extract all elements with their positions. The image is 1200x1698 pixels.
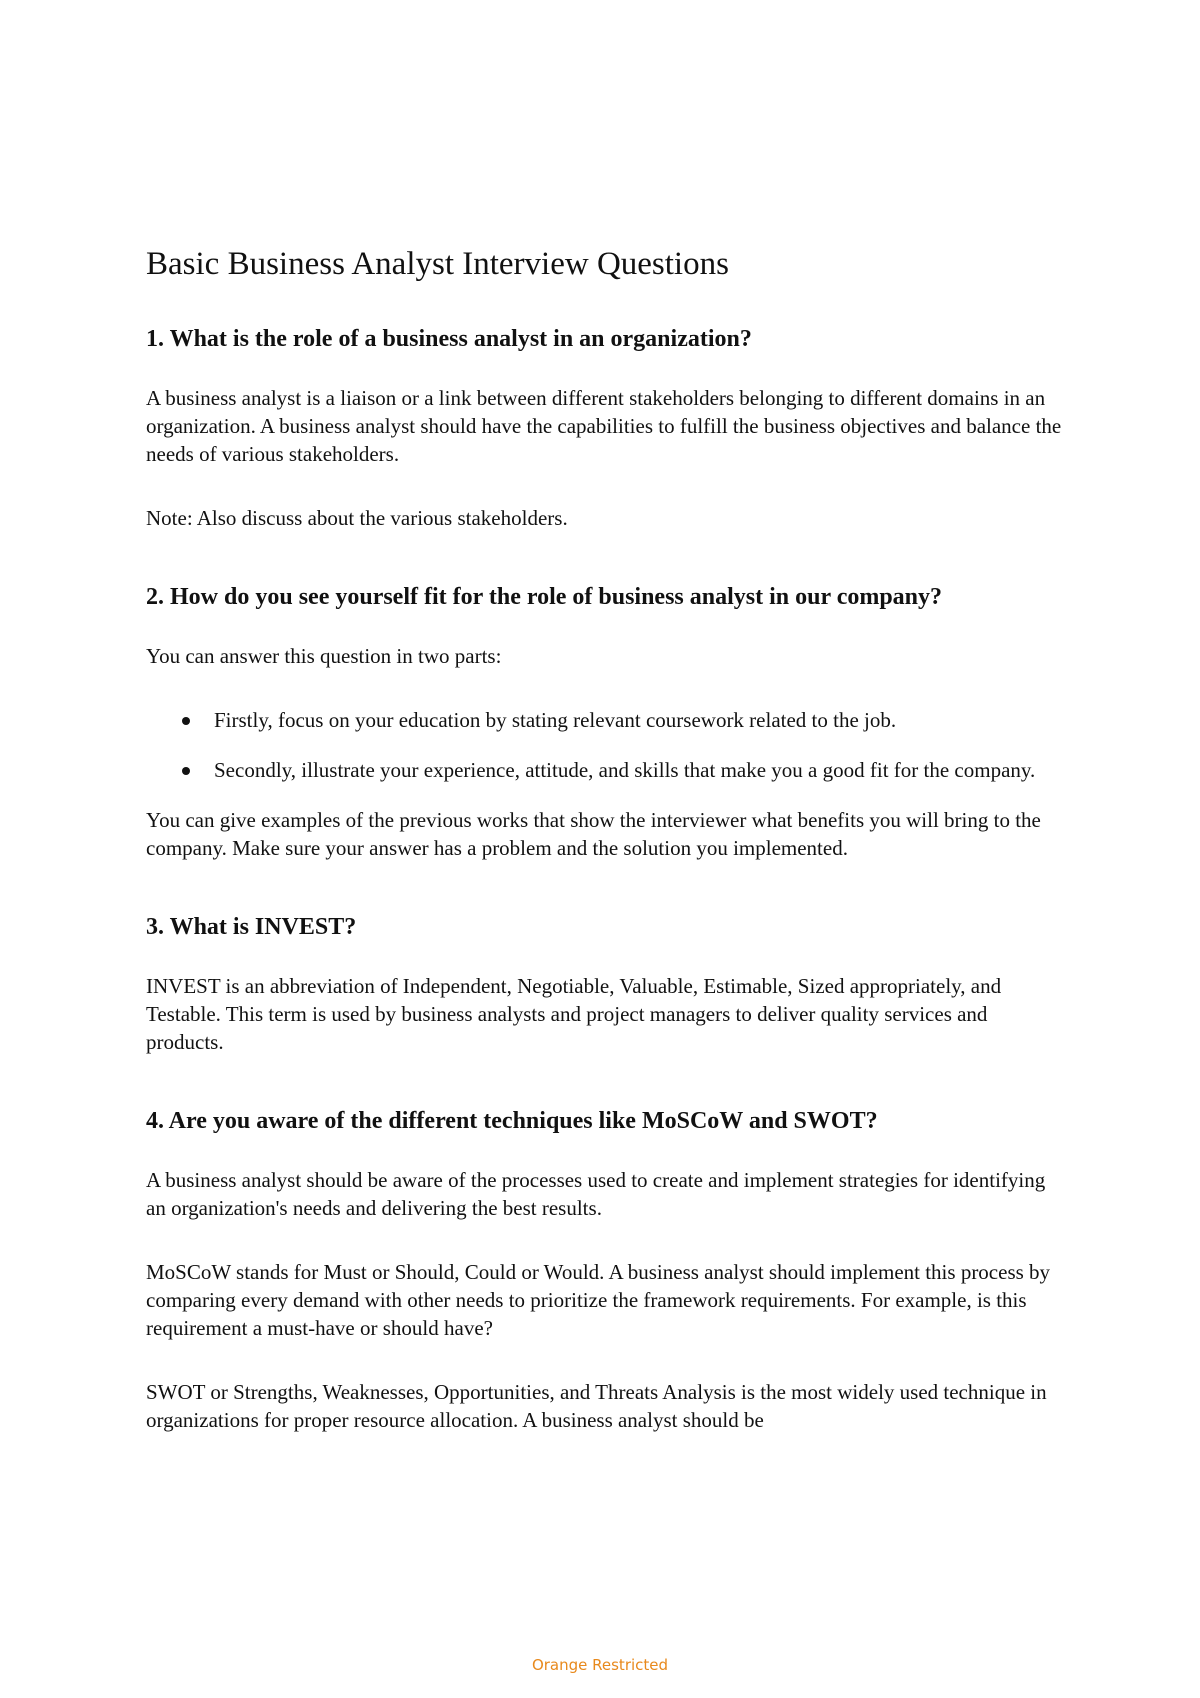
document-title: Basic Business Analyst Interview Questions <box>146 246 729 282</box>
bullet-item <box>214 706 1066 734</box>
bullet-icon <box>182 717 190 725</box>
answer-paragraph: INVEST is an abbreviation of Independent, Negotiable, Valuable, Estimable, Sized appropriately, and Testable. This term is used by business analysts and project managers to deliver quality services and products. <box>146 974 1002 1054</box>
bullet-text: Secondly, illustrate your experience, attitude, and skills that make you a good fit for the company. <box>214 758 1036 782</box>
bullet-icon <box>182 767 190 775</box>
answer-intro: You can answer this question in two parts: <box>146 644 502 668</box>
swot-paragraph: SWOT or Strengths, Weaknesses, Opportunities, and Threats Analysis is the most widely used technique in organizations for proper resource allocation. A business analyst should be <box>146 1380 1047 1432</box>
question-section-4 <box>146 1106 1066 1434</box>
question-heading-2: 2. How do you see yourself fit for the role of business analyst in our company? <box>146 584 943 610</box>
question-section-2 <box>146 582 1066 862</box>
bullet-text: Firstly, focus on your education by stating relevant coursework related to the job. <box>214 708 897 732</box>
answer-paragraph: A business analyst is a liaison or a link between different stakeholders belonging to different domains in an organization. A business analyst should have the capabilities to fulfill the business objectives and balance the needs of various stakeholders. <box>146 386 1062 466</box>
moscow-paragraph: MoSCoW stands for Must or Should, Could or Would. A business analyst should implement this process by comparing every demand with other needs to prioritize the framework requirements. For example, is this requirement a must-have or should have? <box>146 1260 1051 1340</box>
note-paragraph: Note: Also discuss about the various stakeholders. <box>146 506 568 530</box>
question-heading-4: 4. Are you aware of the different techniques like MoSCoW and SWOT? <box>146 1108 878 1134</box>
question-section-1 <box>146 324 1066 532</box>
document-body <box>146 244 1066 1470</box>
question-heading-3: 3. What is INVEST? <box>146 914 357 940</box>
answer-paragraph: You can give examples of the previous works that show the interviewer what benefits you will bring to the company. Make sure your answer has a problem and the solution you implemented. <box>146 808 1041 860</box>
question-heading-1: 1. What is the role of a business analyst in an organization? <box>146 326 752 352</box>
answer-paragraph: A business analyst should be aware of the processes used to create and implement strategies for identifying an organization's needs and delivering the best results. <box>146 1168 1046 1220</box>
bullet-list <box>146 706 1066 784</box>
bullet-item <box>214 756 1066 784</box>
question-section-3 <box>146 912 1066 1056</box>
classification-footer: Orange Restricted <box>531 1656 669 1674</box>
